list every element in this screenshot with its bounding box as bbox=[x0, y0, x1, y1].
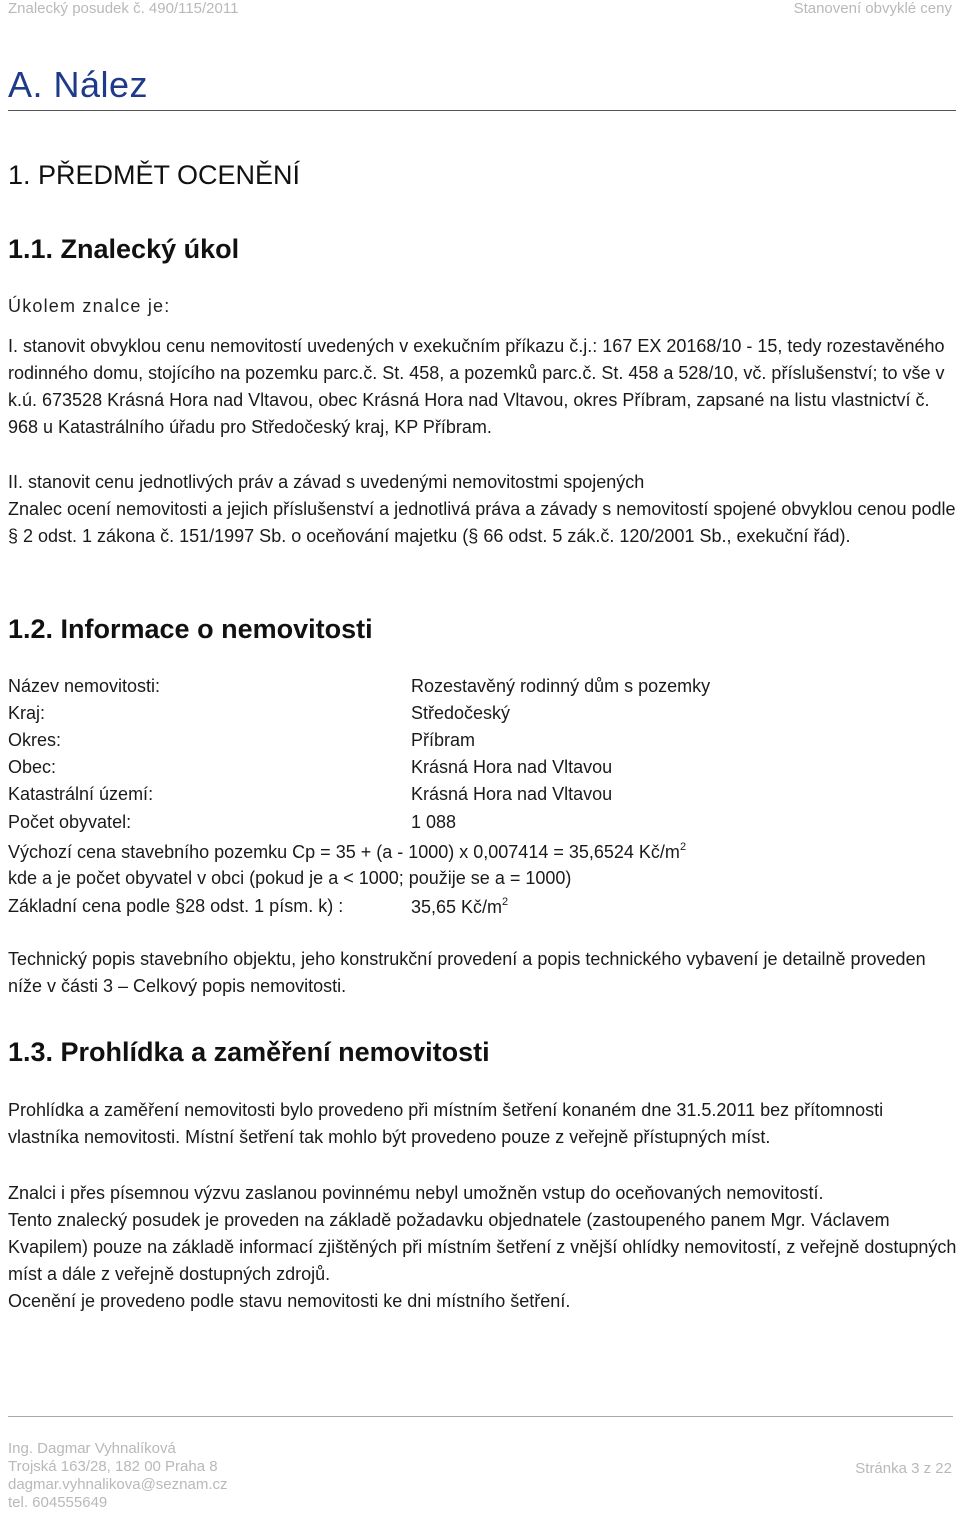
page-number: Stránka 3 z 22 bbox=[855, 1460, 952, 1477]
formula-note: kde a je počet obyvatel v obci (pokud je a < 1000; použije se a = 1000) bbox=[8, 868, 572, 888]
info-label: Katastrální území: bbox=[8, 784, 154, 804]
task-paragraph-1: I. stanovit obvyklou cenu nemovitostí uvedených v exekučním příkazu č.j.: 167 EX 20168/10 - 15, tedy rozestavěného rodinného domu, stojícího na pozemku parc.č. St. 458, a pozemků parc.č. St. 458 a 528/10, vč. příslušenství; to vše v k.ú. 673528 Krásná Hora nad Vltavou, obec Krásná Hora nad Vltavou, okres Příbram, zapsané na listu vlastnictví č. 968 u Katastrálního úřadu pro Středočeský kraj, KP Příbram. bbox=[8, 336, 945, 437]
formula-exponent: 2 bbox=[679, 841, 687, 853]
info-row bbox=[8, 784, 958, 811]
info-value: Krásná Hora nad Vltavou bbox=[411, 757, 613, 777]
heading-subject-of-valuation: 1. PŘEDMĚT OCENĚNÍ bbox=[8, 160, 301, 190]
header-document-type: Stanovení obvyklé ceny bbox=[793, 0, 952, 17]
info-label: Počet obyvatel: bbox=[8, 812, 132, 832]
heading-property-info: 1.2. Informace o nemovitosti bbox=[8, 614, 373, 644]
info-value: Krásná Hora nad Vltavou bbox=[411, 784, 613, 804]
base-price-value bbox=[411, 896, 508, 918]
heading-expert-task: 1.1. Znalecký úkol bbox=[8, 234, 240, 264]
base-price-exponent: 2 bbox=[502, 896, 509, 908]
info-row bbox=[8, 757, 958, 784]
footer-phone: tel. 604555649 bbox=[8, 1494, 108, 1511]
info-value: Středočeský bbox=[411, 703, 511, 723]
section-title: A. Nález bbox=[8, 64, 149, 105]
task-paragraph-3: Znalec ocení nemovitosti a jejich příslušenství a jednotlivá práva a závady s nemovitostí spojené obvyklou cenou podle § 2 odst. 1 zákona č. 151/1997 Sb. o oceňování majetku (§ 66 odst. 5 zák.č. 120/2001 Sb., exekuční řád). bbox=[8, 499, 956, 546]
task-paragraph-2: II. stanovit cenu jednotlivých práv a závad s uvedenými nemovitostmi spojených bbox=[8, 472, 645, 492]
info-label: Okres: bbox=[8, 730, 62, 750]
page-footer bbox=[8, 1440, 953, 1512]
footer-email: dagmar.vyhnalikova@seznam.cz bbox=[8, 1476, 228, 1493]
inspection-paragraph-1: Prohlídka a zaměření nemovitosti bylo provedeno při místním šetření konaném dne 31.5.2011 bez přítomnosti vlastníka nemovitosti. Místní šetření tak mohlo být provedeno pouze z veřejně přístupných míst. bbox=[8, 1100, 884, 1147]
inspection-paragraph-4: Ocenění je provedeno podle stavu nemovitosti ke dni místního šetření. bbox=[8, 1291, 571, 1311]
base-price-label: Základní cena podle §28 odst. 1 písm. k) : bbox=[8, 896, 344, 916]
info-value: Rozestavěný rodinný dům s pozemky bbox=[411, 676, 711, 696]
inspection-paragraph-3: Tento znalecký posudek je proveden na základě požadavku objednatele (zastoupeného panem Mgr. Václavem Kvapilem) pouze na základě informací zjištěných při místním šetření z vnější ohlídky nemovitostí, z veřejně dostupných míst a dále z veřejně dostupných zdrojů. bbox=[8, 1210, 957, 1284]
info-row bbox=[8, 730, 958, 757]
task-label: Úkolem znalce je: bbox=[8, 296, 171, 316]
info-row bbox=[8, 812, 958, 839]
info-row bbox=[8, 703, 958, 730]
info-label: Název nemovitosti: bbox=[8, 676, 161, 696]
info-label: Obec: bbox=[8, 757, 57, 777]
info-value: 1 088 bbox=[411, 812, 457, 832]
inspection-paragraph-2: Znalci i přes písemnou výzvu zaslanou povinnému nebyl umožněn vstup do oceňovaných nemovitostí. bbox=[8, 1183, 824, 1203]
section-divider bbox=[8, 110, 956, 111]
land-price-formula bbox=[8, 841, 686, 863]
base-price-amount: 35,65 Kč/m bbox=[411, 897, 503, 917]
base-price-row bbox=[8, 896, 958, 923]
info-row bbox=[8, 676, 958, 703]
footer-address: Trojská 163/28, 182 00 Praha 8 bbox=[8, 1458, 218, 1475]
heading-inspection: 1.3. Prohlídka a zaměření nemovitosti bbox=[8, 1037, 490, 1067]
info-value: Příbram bbox=[411, 730, 476, 750]
header-document-number: Znalecký posudek č. 490/115/2011 bbox=[8, 0, 239, 17]
footer-divider bbox=[8, 1416, 953, 1417]
footer-author-name: Ing. Dagmar Vyhnalíková bbox=[8, 1440, 176, 1457]
page-header bbox=[0, 0, 960, 20]
formula-text: Výchozí cena stavebního pozemku Cp = 35 + (a - 1000) x 0,007414 = 35,6524 Kč/m bbox=[8, 842, 680, 862]
technical-description-paragraph: Technický popis stavebního objektu, jeho konstrukční provedení a popis technického vybavení je detailně proveden níže v části 3 – Celkový popis nemovitosti. bbox=[8, 949, 926, 996]
info-label: Kraj: bbox=[8, 703, 46, 723]
